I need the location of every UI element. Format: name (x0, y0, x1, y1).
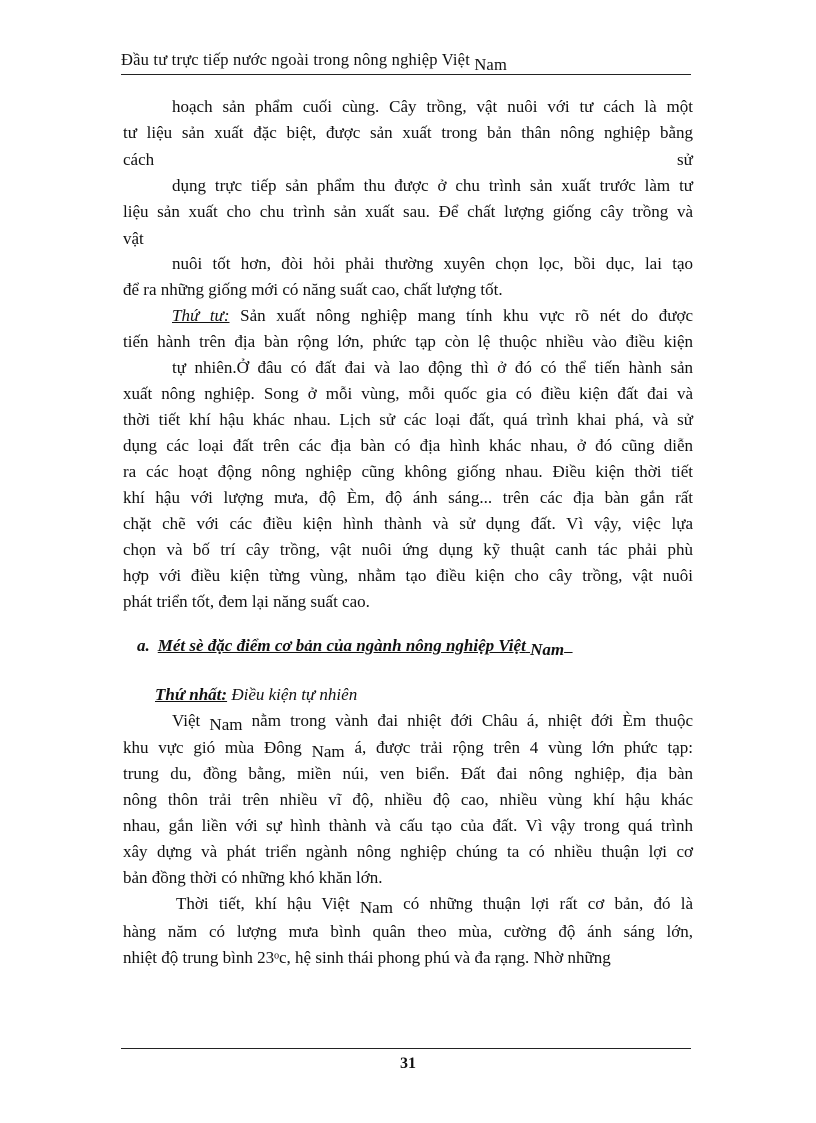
paragraph-first-line (172, 305, 693, 327)
text-run: Thời tiết, khí hậu Việt (176, 894, 360, 913)
body-line: ra các hoạt động nông nghiệp cũng không giống nhau. Điều kiện thời tiết (123, 462, 693, 481)
body-line (176, 893, 693, 915)
body-line (172, 710, 693, 732)
subsection-text: Điều kiện tự nhiên (227, 685, 358, 704)
header-title: Đầu tư trực tiếp nước ngoài trong nông nghiệp Việt (121, 50, 470, 69)
section-title-tail: Nam (530, 640, 565, 659)
body-line: tự nhiên.Ở đâu có đất đai và lao động thì ở đó có thể tiến hành sản (172, 358, 693, 377)
paragraph-text: Sản xuất nông nghiệp mang tính khu vực rõ nét do được (229, 306, 693, 325)
text-run: Nam (209, 715, 243, 734)
footer-rule (121, 1048, 691, 1049)
body-line: tiến hành trên địa bàn rộng lớn, phức tạp còn lệ thuộc nhiều vào điều kiện (123, 332, 693, 351)
running-header (121, 50, 691, 75)
section-title (158, 636, 573, 659)
body-line: trung du, đồng bằng, miền núi, ven biển. Đất đai nông nghiệp, địa bàn (123, 764, 693, 783)
text-run: nằm trong vành đai nhiệt đới Châu á, nhiệt đới Èm thuộc (242, 711, 693, 730)
body-line: dụng trực tiếp sản phẩm thu được ở chu trình sản xuất trước làm tư (172, 176, 693, 195)
text-run: khu vực gió mùa Đông (123, 738, 312, 757)
header-title-tail: Nam (474, 55, 507, 74)
body-line: chặt chẽ với các điều kiện hình thành và sử dụng đất. Vì vậy, việc lựa (123, 514, 693, 533)
page-number: 31 (400, 1055, 416, 1072)
body-line: nông thôn trải trên nhiều vĩ độ, nhiều độ cao, nhiều vùng khí hậu khác (123, 790, 693, 809)
body-line: hoạch sản phẩm cuối cùng. Cây trồng, vật nuôi với tư cách là một (172, 97, 693, 116)
body-line: dụng các loại đất trên các địa bàn có địa hình khác nhau, ở đó cũng diễn (123, 436, 693, 455)
section-heading (137, 636, 657, 659)
body-line: phát triển tốt, đem lại năng suất cao. (123, 592, 370, 611)
text-run: có những thuận lợi rất cơ bản, đó là (392, 894, 693, 913)
body-line: xuất nông nghiệp. Song ở mỗi vùng, mỗi quốc gia có điều kiện đất đai và (123, 384, 693, 403)
body-line: bản đồng thời có những khó khăn lớn. (123, 868, 383, 887)
subsection-label: Thứ nhất: (155, 685, 228, 704)
body-line: liệu sản xuất cho chu trình sản xuất sau. Để chất lượng giống cây trồng và (123, 202, 693, 221)
body-line: nuôi tốt hơn, đòi hỏi phải thường xuyên chọn lọc, bồi dục, lai tạo (172, 254, 693, 273)
paragraph-label: Thứ tư: (172, 306, 230, 325)
text-run: Nam (359, 898, 393, 917)
body-line: thời tiết khí hậu khác nhau. Lịch sử các loại đất, quá trình khai phá, và sử (123, 410, 693, 429)
body-line: chọn và bố trí cây trồng, vật nuôi ứng dụng kỹ thuật canh tác phải phù (123, 540, 693, 559)
section-letter: a. (137, 636, 150, 655)
body-line: nhau, gắn liền với sự hình thành và cấu tạo của đất. Vì vậy trong quá trình (123, 816, 693, 835)
text-run: Nam (311, 742, 345, 761)
section-title-text: Mét sè đặc điểm cơ bản của ngành nông nghiệp Việt (157, 636, 526, 655)
body-line: vật (123, 229, 144, 248)
text-run: á, được trải rộng trên 4 vùng lớn phức tạp: (344, 738, 693, 757)
body-line: xây dựng và phát triển ngành nông nghiệp chúng ta có nhiều thuận lợi cơ (123, 842, 693, 861)
body-line: hàng năm có lượng mưa bình quân theo mùa, cường độ ánh sáng lớn, (123, 922, 693, 941)
body-line: khí hậu với lượng mưa, độ Èm, độ ánh sáng... trên các địa bàn gắn rất (123, 488, 693, 507)
subsection-heading (155, 685, 357, 705)
body-line: cách (123, 150, 155, 169)
body-line (123, 737, 693, 759)
body-line: hợp với điều kiện từng vùng, nhằm tạo điều kiện cho cây trồng, vật nuôi (123, 566, 693, 585)
body-line: sử (677, 150, 693, 169)
text-run: Việt (172, 711, 210, 730)
body-line: tư liệu sản xuất đặc biệt, được sản xuất trong bản thân nông nghiệp bằng (123, 123, 693, 142)
body-line: nhiệt độ trung bình 23ᵒc, hệ sinh thái phong phú và đa rạng. Nhờ những (123, 948, 611, 967)
body-line: để ra những giống mới có năng suất cao, chất lượng tốt. (123, 280, 503, 299)
